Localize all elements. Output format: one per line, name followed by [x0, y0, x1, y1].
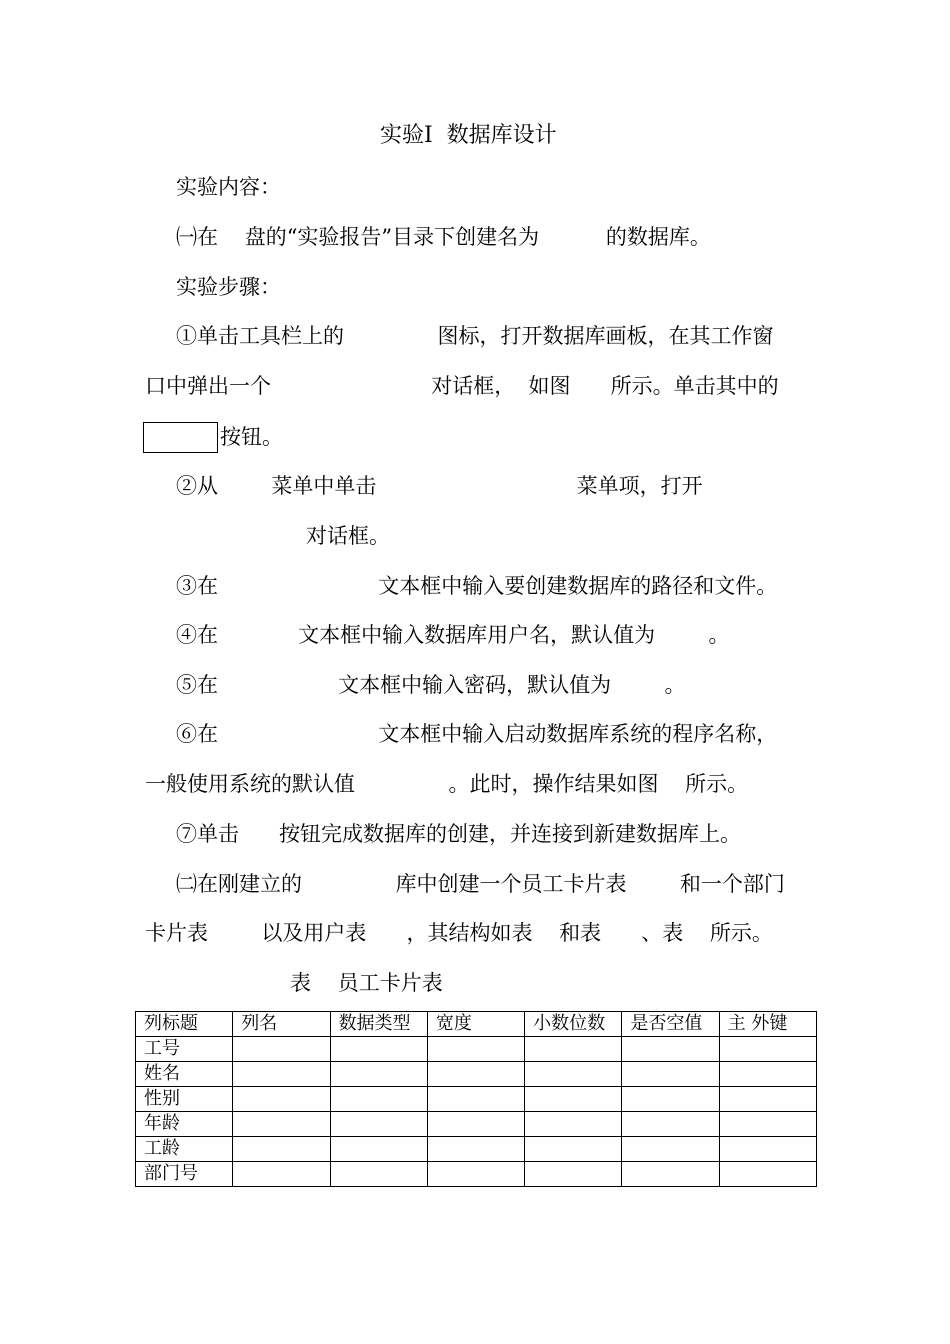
table-header-cell: 数据类型	[330, 1012, 427, 1037]
table-row	[136, 1112, 817, 1137]
table-cell	[719, 1062, 816, 1087]
table-header-cell: 主 外键	[719, 1012, 816, 1037]
step-one-line-1: ①单击工具栏上的 图标，打开数据库画板，在其工作窗	[176, 324, 774, 348]
table-cell	[719, 1087, 816, 1112]
table-header-row	[136, 1012, 817, 1037]
table-cell: 工龄	[136, 1137, 233, 1162]
table-cell: 工号	[136, 1037, 233, 1062]
table-cell	[330, 1112, 427, 1137]
step-seven: ⑦单击 按钮完成数据库的创建，并连接到新建数据库上。	[176, 822, 742, 846]
step-six-line-2: 一般使用系统的默认值 。此时，操作结果如图 所示。	[145, 772, 749, 796]
table-cell	[719, 1162, 816, 1187]
doc-title: 实验Ⅰ 数据库设计	[380, 123, 557, 148]
step-two-line-2: 对话框。	[306, 524, 390, 548]
table-cell	[427, 1087, 524, 1112]
table-cell	[233, 1037, 330, 1062]
step-two-line-1: ②从 菜单中单击 菜单项，打开	[176, 474, 703, 498]
table-cell: 性别	[136, 1087, 233, 1112]
table-cell	[719, 1037, 816, 1062]
step-four: ④在 文本框中输入数据库用户名，默认值为 。	[176, 623, 730, 647]
table-cell: 姓名	[136, 1062, 233, 1087]
table-row	[136, 1037, 817, 1062]
step-one-line-3: 按钮。	[220, 425, 283, 449]
table-cell	[427, 1037, 524, 1062]
table-cell	[525, 1062, 622, 1087]
step-one-line-2: 口中弹出一个 对话框， 如图 所示。单击其中的	[145, 374, 779, 398]
table-header-cell: 宽度	[427, 1012, 524, 1037]
table-cell	[330, 1087, 427, 1112]
section-label-steps: 实验步骤：	[176, 275, 281, 299]
employee-card-table	[135, 1011, 817, 1187]
table-cell	[233, 1087, 330, 1112]
table-cell	[622, 1112, 719, 1137]
table-caption: 表 员工卡片表	[290, 971, 443, 995]
table-header-cell: 列名	[233, 1012, 330, 1037]
table-cell	[330, 1162, 427, 1187]
table-cell	[622, 1037, 719, 1062]
step-six-line-1: ⑥在 文本框中输入启动数据库系统的程序名称，	[176, 722, 778, 746]
table-cell	[427, 1062, 524, 1087]
table-row	[136, 1162, 817, 1187]
table-cell	[525, 1112, 622, 1137]
table-cell	[525, 1137, 622, 1162]
table-header-cell: 是否空值	[622, 1012, 719, 1037]
table-cell	[719, 1112, 816, 1137]
table-cell	[233, 1062, 330, 1087]
table-cell	[719, 1137, 816, 1162]
table-cell	[427, 1162, 524, 1187]
button-placeholder-box	[143, 422, 218, 453]
table-cell	[427, 1112, 524, 1137]
table-cell	[622, 1137, 719, 1162]
paragraph-task-one: ㈠在 盘的“实验报告”目录下创建名为 的数据库。	[176, 225, 711, 249]
table-header-cell: 小数位数	[525, 1012, 622, 1037]
table-row	[136, 1087, 817, 1112]
table-cell	[622, 1087, 719, 1112]
table-cell	[330, 1037, 427, 1062]
table-cell	[525, 1162, 622, 1187]
table-row	[136, 1062, 817, 1087]
table-cell	[622, 1162, 719, 1187]
table-cell: 年龄	[136, 1112, 233, 1137]
task-two-line-2: 卡片表 以及用户表 ，其结构如表 和表 、表 所示。	[145, 921, 773, 945]
table-header-cell: 列标题	[136, 1012, 233, 1037]
task-two-line-1: ㈡在刚建立的 库中创建一个员工卡片表 和一个部门	[176, 872, 785, 896]
table-cell	[525, 1087, 622, 1112]
table-row	[136, 1137, 817, 1162]
table-cell	[330, 1062, 427, 1087]
section-label-content: 实验内容：	[176, 175, 281, 199]
step-five: ⑤在 文本框中输入密码，默认值为 。	[176, 673, 686, 697]
table-cell	[233, 1162, 330, 1187]
table-cell	[427, 1137, 524, 1162]
table-cell	[622, 1062, 719, 1087]
table-cell	[330, 1137, 427, 1162]
step-three: ③在 文本框中输入要创建数据库的路径和文件。	[176, 574, 778, 598]
table-cell	[233, 1112, 330, 1137]
table-cell: 部门号	[136, 1162, 233, 1187]
table-cell	[233, 1137, 330, 1162]
table-cell	[525, 1037, 622, 1062]
